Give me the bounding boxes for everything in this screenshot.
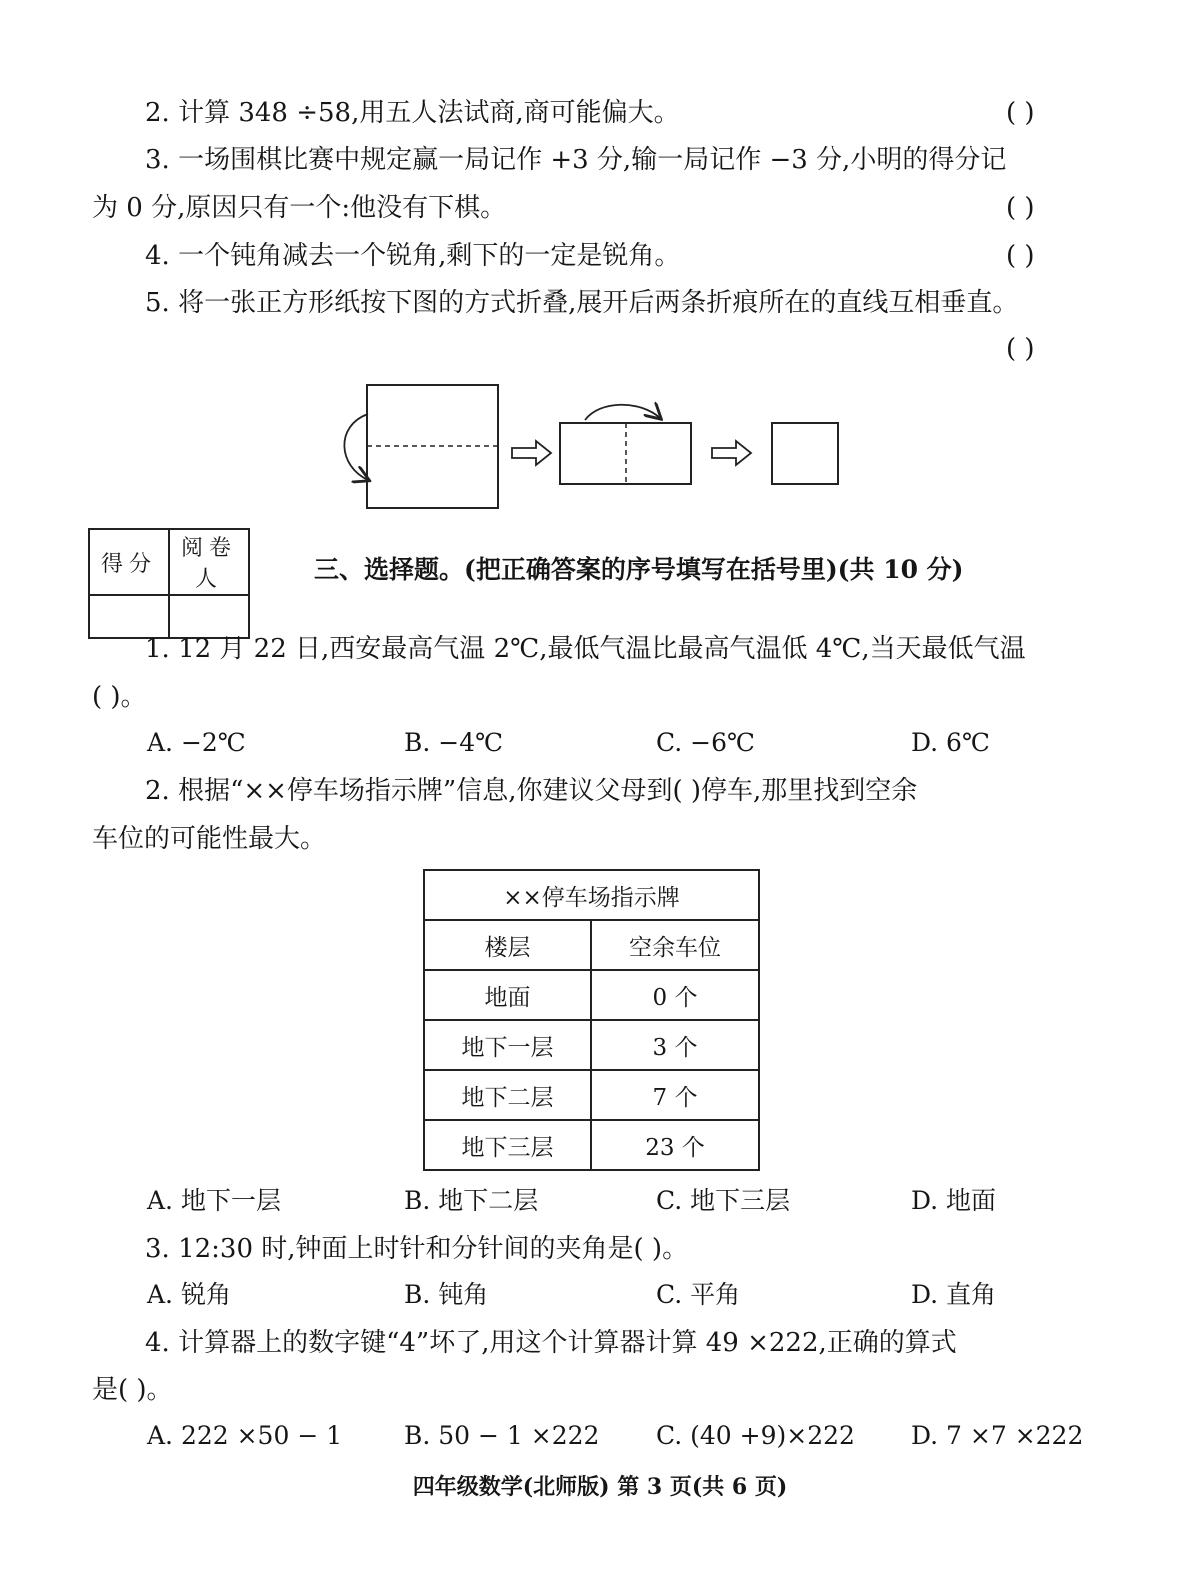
choice-question-2: 2. 根据“××停车场指示牌”信息,你建议父母到( )停车,那里找到空余 xyxy=(145,776,918,806)
judge-question-4: 4. 一个钝角减去一个锐角,剩下的一定是锐角。 xyxy=(145,241,681,271)
half-folded-paper xyxy=(560,405,691,484)
reviewer-label: 阅卷人 xyxy=(169,529,249,595)
choice-question-1-blank[interactable]: ( )。 xyxy=(92,682,147,712)
option-c: C. (40 +9)×222 xyxy=(656,1421,855,1450)
option-c: C. 地下三层 xyxy=(656,1186,791,1215)
option-b: B. 钝角 xyxy=(404,1280,489,1309)
right-arrow-icon xyxy=(712,441,751,465)
page-footer: 四年级数学(北师版) 第 3 页(共 6 页) xyxy=(412,1474,788,1500)
option-a: A. 地下一层 xyxy=(147,1186,281,1215)
option-a: A. 锐角 xyxy=(147,1280,231,1309)
judge-question-3: 3. 一场围棋比赛中规定赢一局记作 +3 分,输一局记作 −3 分,小明的得分记 xyxy=(145,145,1007,175)
folding-diagram xyxy=(330,378,850,513)
table-header: 空余车位 xyxy=(591,920,759,970)
table-row xyxy=(424,1120,759,1170)
quarter-folded-paper xyxy=(772,423,838,484)
option-b: B. 地下二层 xyxy=(404,1186,539,1215)
judge-question-2: 2. 计算 348 ÷58,用五人法试商,商可能偏大。 xyxy=(145,98,680,128)
option-a: A. −2℃ xyxy=(147,728,246,757)
table-header: 楼层 xyxy=(424,920,591,970)
choice-question-4: 4. 计算器上的数字键“4”坏了,用这个计算器计算 49 ×222,正确的算式 xyxy=(145,1328,957,1358)
choice-question-4-blank[interactable]: 是( )。 xyxy=(92,1375,173,1405)
judge-question-5: 5. 将一张正方形纸按下图的方式折叠,展开后两条折痕所在的直线互相垂直。 xyxy=(145,288,1019,318)
table-row xyxy=(424,1020,759,1070)
table-row xyxy=(424,1070,759,1120)
square-paper xyxy=(344,385,498,508)
parking-sign-table xyxy=(423,869,760,1171)
option-d: D. 直角 xyxy=(911,1280,997,1309)
table-cell: 地面 xyxy=(424,970,591,1020)
choice-question-2-cont: 车位的可能性最大。 xyxy=(92,824,327,854)
answer-blank-5[interactable]: ( ) xyxy=(1006,334,1035,364)
table-title: ××停车场指示牌 xyxy=(424,870,759,920)
option-d: D. 7 ×7 ×222 xyxy=(911,1421,1084,1450)
option-d: D. 6℃ xyxy=(911,728,990,757)
table-cell: 地下一层 xyxy=(424,1020,591,1070)
choice-question-3: 3. 12:30 时,钟面上时针和分针间的夹角是( )。 xyxy=(145,1234,689,1264)
option-b: B. −4℃ xyxy=(404,728,504,757)
option-c: C. −6℃ xyxy=(656,728,755,757)
score-label: 得分 xyxy=(89,529,169,595)
choice-question-1: 1. 12 月 22 日,西安最高气温 2℃,最低气温比最高气温低 4℃,当天最低气温 xyxy=(145,634,1026,664)
table-cell: 7 个 xyxy=(591,1070,759,1120)
right-arrow-icon xyxy=(512,441,551,465)
table-cell: 23 个 xyxy=(591,1120,759,1170)
section-title: 三、选择题。(把正确答案的序号填写在括号里)(共 10 分) xyxy=(314,555,964,584)
answer-blank-2[interactable]: ( ) xyxy=(1006,98,1035,128)
table-cell: 3 个 xyxy=(591,1020,759,1070)
option-d: D. 地面 xyxy=(911,1186,997,1215)
table-cell: 地下二层 xyxy=(424,1070,591,1120)
score-box xyxy=(88,528,250,639)
answer-blank-3[interactable]: ( ) xyxy=(1006,193,1035,223)
judge-question-3-cont: 为 0 分,原因只有一个:他没有下棋。 xyxy=(92,193,507,223)
table-cell: 地下三层 xyxy=(424,1120,591,1170)
option-a: A. 222 ×50 − 1 xyxy=(147,1421,343,1450)
option-c: C. 平角 xyxy=(656,1280,741,1309)
table-cell: 0 个 xyxy=(591,970,759,1020)
table-row xyxy=(424,970,759,1020)
option-b: B. 50 − 1 ×222 xyxy=(404,1421,600,1450)
answer-blank-4[interactable]: ( ) xyxy=(1006,241,1035,271)
